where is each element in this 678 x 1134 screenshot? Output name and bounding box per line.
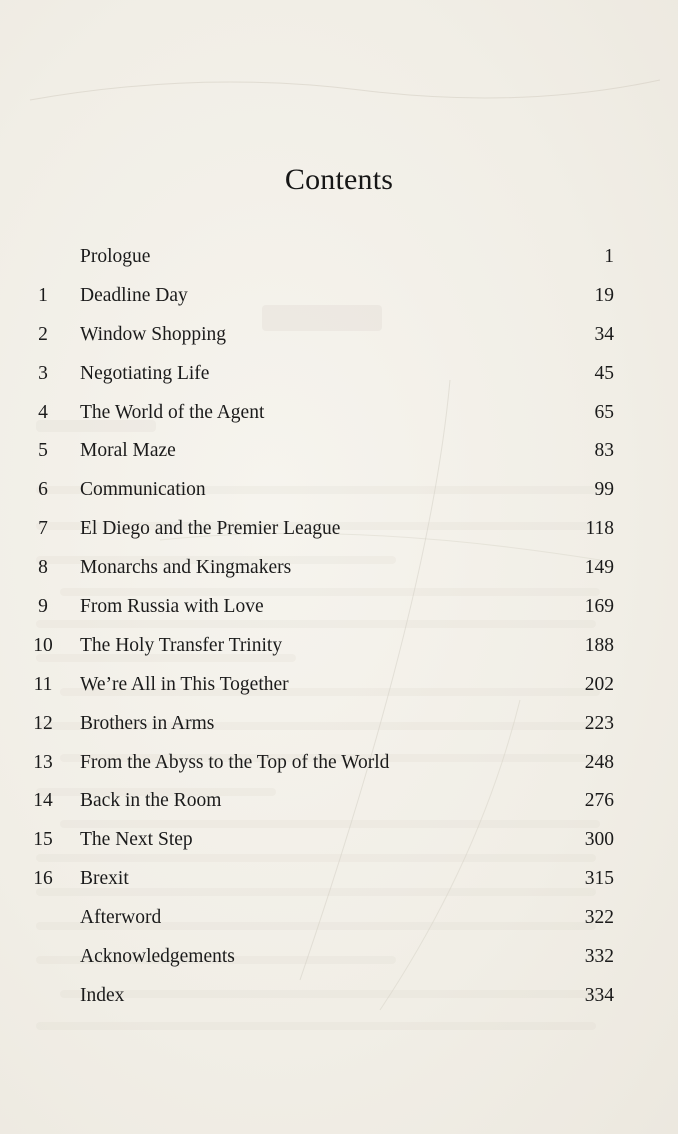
toc-chapter-number: 16	[33, 868, 53, 890]
toc-row-7	[30, 510, 614, 549]
toc-chapter-title: The Holy Transfer Trinity	[80, 634, 283, 656]
toc-chapter-title: Moral Maze	[80, 440, 176, 462]
toc-chapter-title: Acknowledgements	[80, 946, 235, 968]
toc-chapter-number: 6	[38, 479, 48, 501]
toc-page-number: 202	[584, 673, 614, 695]
toc-row-14	[30, 782, 614, 821]
toc-row-16	[30, 860, 614, 899]
toc-page-number: 332	[584, 946, 614, 968]
toc-chapter-title: The Next Step	[80, 829, 193, 851]
toc-row-5	[30, 432, 614, 471]
toc-chapter-title: Prologue	[80, 246, 151, 267]
toc-chapter-title: Afterword	[80, 907, 162, 929]
toc-row-acknowledgements	[30, 938, 614, 977]
toc-row-12	[30, 705, 614, 744]
toc-chapter-title: We’re All in This Together	[80, 673, 289, 695]
toc-page-number: 169	[584, 596, 614, 618]
toc-chapter-number: 5	[38, 440, 48, 462]
toc-chapter-title: Brothers in Arms	[80, 712, 215, 734]
toc-row-6	[30, 471, 614, 510]
toc-chapter-title: From the Abyss to the Top of the World	[80, 751, 390, 773]
toc-row-11	[30, 666, 614, 705]
toc-page-number: 276	[584, 790, 614, 812]
table-of-contents	[30, 238, 614, 1016]
toc-row-10	[30, 627, 614, 666]
toc-chapter-number: 1	[38, 284, 48, 306]
toc-page-number: 45	[594, 362, 614, 384]
toc-row-13	[30, 744, 614, 783]
toc-row-9	[30, 588, 614, 627]
toc-chapter-title: From Russia with Love	[80, 596, 264, 618]
toc-chapter-title: Negotiating Life	[80, 362, 210, 384]
toc-chapter-number: 14	[33, 790, 53, 812]
toc-row-index	[30, 977, 614, 1016]
toc-page-number: 300	[584, 829, 614, 851]
toc-page-number: 188	[584, 634, 614, 656]
toc-page-number: 334	[584, 984, 614, 1006]
toc-chapter-number: 4	[38, 401, 48, 423]
toc-page-number: 34	[594, 323, 614, 345]
toc-page-number: 322	[584, 907, 614, 929]
toc-chapter-number: 15	[33, 829, 53, 851]
toc-row-afterword	[30, 899, 614, 938]
toc-row-8	[30, 549, 614, 588]
toc-chapter-number: 8	[38, 557, 48, 579]
toc-chapter-number: 13	[33, 751, 53, 773]
toc-chapter-number: 2	[38, 323, 48, 345]
toc-chapter-title: Index	[80, 984, 125, 1006]
toc-chapter-title: Deadline Day	[80, 284, 188, 306]
toc-chapter-title: Brexit	[80, 868, 129, 890]
toc-chapter-title: Communication	[80, 479, 206, 501]
toc-row-15	[30, 821, 614, 860]
toc-chapter-title: Window Shopping	[80, 323, 227, 345]
toc-page-number: 248	[584, 751, 614, 773]
toc-chapter-number: 12	[33, 712, 53, 734]
toc-chapter-number: 11	[33, 673, 53, 695]
toc-page-number: 223	[584, 712, 614, 734]
toc-row-2	[30, 316, 614, 355]
toc-chapter-title: Back in the Room	[80, 790, 222, 812]
toc-chapter-number: 9	[38, 596, 48, 618]
toc-chapter-title: Monarchs and Kingmakers	[80, 557, 292, 579]
toc-page-number: 118	[585, 518, 614, 540]
toc-page-number: 315	[584, 868, 614, 890]
toc-chapter-title: El Diego and the Premier League	[80, 518, 341, 540]
toc-chapter-title: The World of the Agent	[80, 401, 265, 423]
toc-page-number: 149	[584, 557, 614, 579]
toc-chapter-number: 10	[33, 634, 53, 656]
toc-page-number: 1	[604, 246, 614, 267]
toc-page-number: 83	[594, 440, 614, 462]
toc-row-4	[30, 394, 614, 433]
toc-chapter-number: 3	[38, 362, 48, 384]
toc-row-3	[30, 355, 614, 394]
toc-row-prologue	[30, 238, 614, 277]
toc-row-1	[30, 277, 614, 316]
toc-chapter-number: 7	[38, 518, 48, 540]
toc-page-number: 65	[594, 401, 614, 423]
toc-page-number: 99	[594, 479, 614, 501]
page-title: Contents	[284, 163, 394, 196]
toc-page-number: 19	[594, 284, 614, 306]
